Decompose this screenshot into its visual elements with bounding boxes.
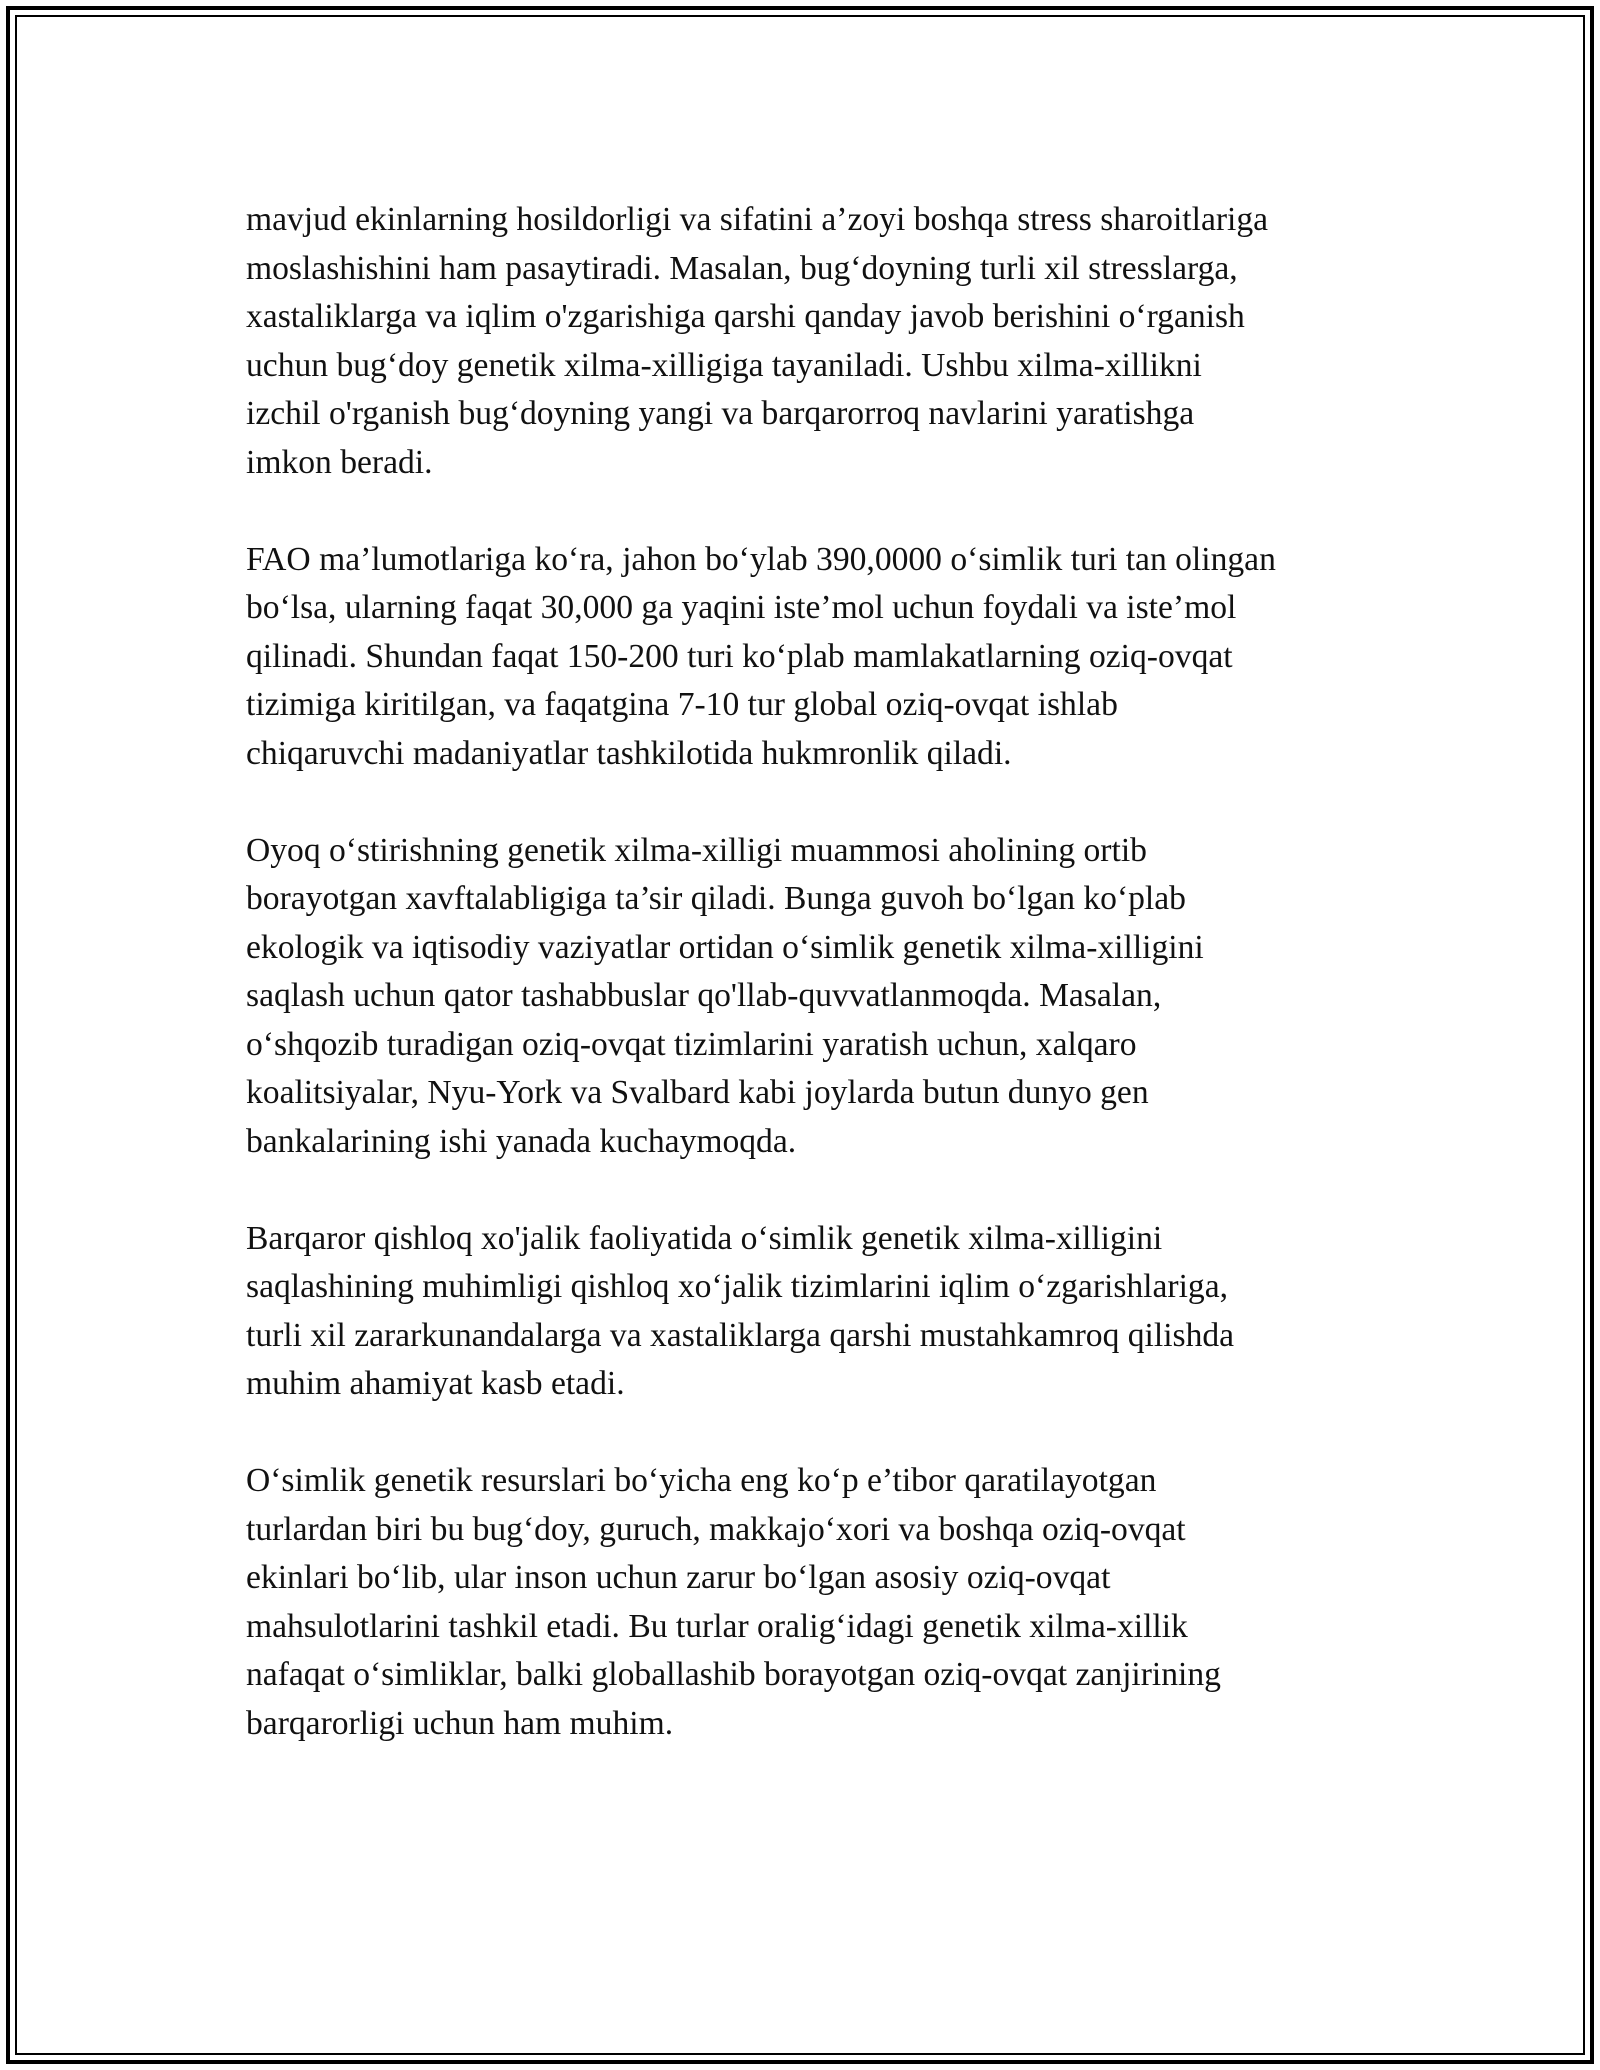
paragraph-2 (246, 536, 1386, 779)
text-line: mavjud ekinlarning hosildorligi va sifatini a’zoyi boshqa stress sharoitlariga (246, 201, 1269, 238)
text-line: xastaliklarga va iqlim o'zgarishiga qarshi qanday javob berishini o‘rganish (246, 298, 1245, 335)
paragraph-3 (246, 827, 1386, 1167)
text-line: qilinadi. Shundan faqat 150-200 turi ko‘plab mamlakatlarning oziq-ovqat (246, 637, 1233, 675)
text-line: ekinlari bo‘lib, ular inson uchun zarur bo‘lgan asosiy oziq-ovqat (246, 1559, 1111, 1596)
text-line: Barqaror qishloq xo'jalik faoliyatida o‘simlik genetik xilma-xilligini (246, 1219, 1163, 1257)
text-line: Oyoq o‘stirishning genetik xilma-xilligi muammosi aholining ortib (246, 831, 1147, 869)
text-line: turli xil zararkunandalarga va xastaliklarga qarshi mustahkamroq qilishda (246, 1316, 1235, 1354)
text-line: nafaqat o‘simliklar, balki globallashib borayotgan oziq-ovqat zanjirining (246, 1656, 1221, 1693)
text-line: FAO ma’lumotlariga ko‘ra, jahon bo‘ylab 390,0000 o‘simlik turi tan olingan (246, 540, 1276, 578)
text-line: borayotgan xavftalabligiga ta’sir qiladi. Bunga guvoh bo‘lgan ko‘plab (246, 880, 1186, 917)
text-line: uchun bug‘doy genetik xilma-xilligiga tayaniladi. Ushbu xilma-xillikni (246, 346, 1202, 384)
text-line: koalitsiyalar, Nyu-York va Svalbard kabi joylarda butun dunyo gen (246, 1074, 1149, 1111)
text-line: mahsulotlarini tashkil etadi. Bu turlar oralig‘idagi genetik xilma-xillik (246, 1607, 1188, 1645)
text-line: tizimiga kiritilgan, va faqatgina 7-10 tur global oziq-ovqat ishlab (246, 686, 1118, 723)
text-line: chiqaruvchi madaniyatlar tashkilotida hukmronlik qiladi. (246, 734, 1012, 772)
text-line: imkon beradi. (246, 443, 433, 481)
paragraph-5 (246, 1457, 1386, 1748)
text-line: izchil o'rganish bug‘doyning yangi va barqarorroq navlarini yaratishga (246, 395, 1195, 432)
text-line: saqlash uchun qator tashabbuslar qo'llab-quvvatlanmoqda. Masalan, (246, 977, 1162, 1014)
text-line: o‘shqozib turadigan oziq-ovqat tizimlarini yaratish uchun, xalqaro (246, 1025, 1137, 1063)
text-line: barqarorligi uchun ham muhim. (246, 1704, 674, 1742)
text-line: bankalarining ishi yanada kuchaymoqda. (246, 1122, 797, 1160)
text-line: moslashishini ham pasaytiradi. Masalan, bug‘doyning turli xil stresslarga, (246, 249, 1238, 287)
page-border (6, 6, 1594, 2064)
document-body (246, 196, 1386, 1797)
text-line: saqlashining muhimligi qishloq xo‘jalik tizimlarini iqlim o‘zgarishlariga, (246, 1268, 1229, 1305)
paragraph-4 (246, 1215, 1386, 1409)
text-line: muhim ahamiyat kasb etadi. (246, 1365, 625, 1402)
paragraph-1 (246, 196, 1386, 487)
text-line: ekologik va iqtisodiy vaziyatlar ortidan o‘simlik genetik xilma-xilligini (246, 928, 1204, 966)
text-line: turlardan biri bu bug‘doy, guruch, makkajo‘xori va boshqa oziq-ovqat (246, 1510, 1186, 1548)
text-line: bo‘lsa, ularning faqat 30,000 ga yaqini iste’mol uchun foydali va iste’mol (246, 589, 1237, 626)
text-line: O‘simlik genetik resurslari bo‘yicha eng ko‘p e’tibor qaratilayotgan (246, 1462, 1157, 1499)
